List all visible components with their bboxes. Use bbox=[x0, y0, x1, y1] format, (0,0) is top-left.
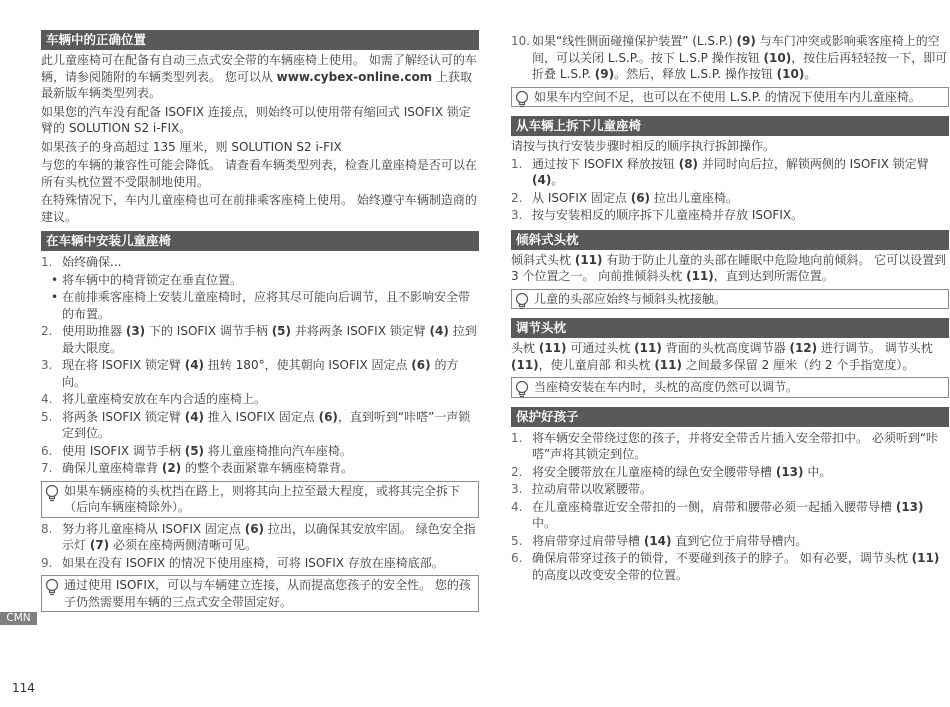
bullet-item: • 将车辆中的椅背锁定在垂直位置。 bbox=[51, 272, 243, 287]
section-title-correct-position: 车辆中的正确位置 bbox=[41, 30, 479, 50]
list-item: 6. 使用 ISOFIX 调节手柄 (5) 将儿童座椅推向汽车座椅。 bbox=[41, 443, 352, 458]
list-item: 3. 拉动肩带以收紧腰带。 bbox=[511, 482, 653, 496]
lightbulb-icon bbox=[45, 578, 59, 598]
list-item: 6. 确保肩带穿过孩子的锁骨，不要碰到孩子的脖子。 如有必要，调节头枕 (11) 的高度以改变安全带的位置。 bbox=[511, 551, 940, 582]
language-tab: CMN bbox=[0, 612, 37, 625]
list-item: 2. 从 ISOFIX 固定点 (6) 拉出儿童座椅。 bbox=[511, 190, 738, 205]
section-title-remove: 从车辆上拆下儿童座椅 bbox=[511, 116, 949, 136]
list-item: 4. 在儿童座椅靠近安全带扣的一侧，肩带和腰带必须一起插入腰带导槽 (13) 中。 bbox=[511, 499, 924, 530]
list-item: 9. 如果在没有 ISOFIX 的情况下使用座椅，可将 ISOFIX 存放在座椅底部。 bbox=[41, 555, 444, 570]
para-front-seat: 在特殊情况下，车内儿童座椅也可在前排乘客座椅上使用。 始终遵守车辆制造商的建议。 bbox=[41, 193, 477, 224]
list-item: 2. 将安全腰带放在儿童座椅的绿色安全腰带导槽 (13) 中。 bbox=[511, 464, 832, 479]
para-height: 如果孩子的身高超过 135 厘米，则 SOLUTION S2 i-FIX bbox=[41, 139, 342, 154]
lightbulb-icon bbox=[45, 484, 59, 504]
note-box: 通过使用 ISOFIX，可以与车辆建立连接，从而提高您孩子的安全性。 您的孩子仍然需要用车辆的三点式安全带固定好。 bbox=[41, 575, 479, 612]
lightbulb-icon bbox=[515, 292, 529, 312]
list-item: 1. 通过按下 ISOFIX 释放按钮 (8) 并同时向后拉，解锁两侧的 ISOFIX 锁定臂 (4)。 bbox=[511, 156, 929, 187]
note-box: 当座椅安装在车内时，头枕的高度仍然可以调节。 bbox=[511, 377, 949, 398]
list-item: 4. 将儿童座椅安放在车内合适的座椅上。 bbox=[41, 392, 267, 406]
section-title-adjust-headrest: 调节头枕 bbox=[511, 318, 949, 338]
para-vehicle-compat: 此儿童座椅可在配备有自动三点式安全带的车辆座椅上使用。 如需了解经认可的车辆，请参阅随附的车辆类型列表。 您可以从 www.cybex-online.com 上获取最新版车辆类型列表。 bbox=[41, 53, 477, 100]
section-title-tilt-headrest: 倾斜式头枕 bbox=[511, 230, 949, 250]
list-item: 2. 使用助推器 (3) 下的 ISOFIX 调节手柄 (5) 并将两条 ISOFIX 锁定臂 (4) 拉到最大限度。 bbox=[41, 324, 477, 355]
left-column bbox=[41, 30, 479, 615]
list-item: 1. 始终确保... bbox=[41, 255, 122, 269]
note-box: 如果车内空间不足，也可以在不使用 L.S.P. 的情况下使用车内儿童座椅。 bbox=[511, 87, 949, 108]
list-item: 3. 按与安装相反的顺序拆下儿童座椅并存放 ISOFIX。 bbox=[511, 208, 804, 222]
para-tilt-headrest: 倾斜式头枕 (11) 有助于防止儿童的头部在睡眠中危险地向前倾斜。 它可以设置到 3 个位置之一。 向前推倾斜头枕 (11)，直到达到所需位置。 bbox=[511, 252, 947, 283]
right-column bbox=[511, 32, 949, 583]
page-number: 114 bbox=[12, 681, 35, 695]
note-box: 如果车辆座椅的头枕挡在路上，则将其向上拉至最大程度，或将其完全拆下（后向车辆座椅除外）。 bbox=[41, 481, 479, 518]
para-adjust-headrest: 头枕 (11) 可通过头枕 (11) 背面的头枕高度调节器 (12) 进行调节。 调节头枕 (11)，使儿童肩部 和头枕 (11) 之间最多保留 2 厘米（约 2 个手指宽度）。 bbox=[511, 341, 933, 372]
list-item: 5. 将肩带穿过肩带导槽 (14) 直到它位于肩带导槽内。 bbox=[511, 533, 808, 548]
lightbulb-icon bbox=[515, 380, 529, 400]
list-item: 5. 将两条 ISOFIX 锁定臂 (4) 推入 ISOFIX 固定点 (6)，直到听到“咔嗒”一声锁定到位。 bbox=[41, 409, 471, 440]
bullet-item: • 在前排乘客座椅上安装儿童座椅时，应将其尽可能向后调节，且不影响安全带的布置。 bbox=[51, 290, 471, 321]
list-item: 8. 努力将儿童座椅从 ISOFIX 固定点 (6) 拉出，以确保其安放牢固。 绿色安全指示灯 (7) 必须在座椅两侧清晰可见。 bbox=[41, 521, 476, 552]
website-link[interactable]: www.cybex-online.com bbox=[276, 69, 433, 84]
list-item: 7. 确保儿童座椅靠背 (2) 的整个表面紧靠车辆座椅靠背。 bbox=[41, 461, 353, 475]
list-item: 10. 如果“线性侧面碰撞保护装置” (L.S.P.) (9) 与车门冲突或影响乘客座椅上的空间，可以关闭 L.S.P.。按下 L.S.P 操作按钮 (10)，按住后再轻轻按一下，即可折叠 L.S.P. (9)。然后，释放 L.S.P. 操作按钮 (10)。 bbox=[511, 34, 948, 81]
list-item: 3. 现在将 ISOFIX 锁定臂 (4) 扭转 180°，使其朝向 ISOFIX 固定点 (6) 的方向。 bbox=[41, 358, 459, 389]
section-title-install: 在车辆中安装儿童座椅 bbox=[41, 231, 479, 251]
para-remove: 请按与执行安装步骤时相反的顺序执行拆卸操作。 bbox=[511, 139, 776, 153]
section-title-secure-child: 保护好孩子 bbox=[511, 407, 949, 427]
list-item: 1. 将车辆安全带绕过您的孩子，并将安全带舌片插入安全带扣中。 必须听到“咔嗒”声将其锁定到位。 bbox=[511, 430, 939, 461]
lightbulb-icon bbox=[515, 90, 529, 110]
note-box: 儿童的头部应始终与倾斜头枕接触。 bbox=[511, 289, 949, 310]
para-compat-reduced: 与您的车辆的兼容性可能会降低。 请查看车辆类型列表，检查儿童座椅是否可以在所有头枕位置不受限制地使用。 bbox=[41, 158, 477, 189]
para-no-isofix: 如果您的汽车没有配备 ISOFIX 连接点，则始终可以使用带有缩回式 ISOFIX 锁定臂的 SOLUTION S2 i-FIX。 bbox=[41, 104, 471, 135]
